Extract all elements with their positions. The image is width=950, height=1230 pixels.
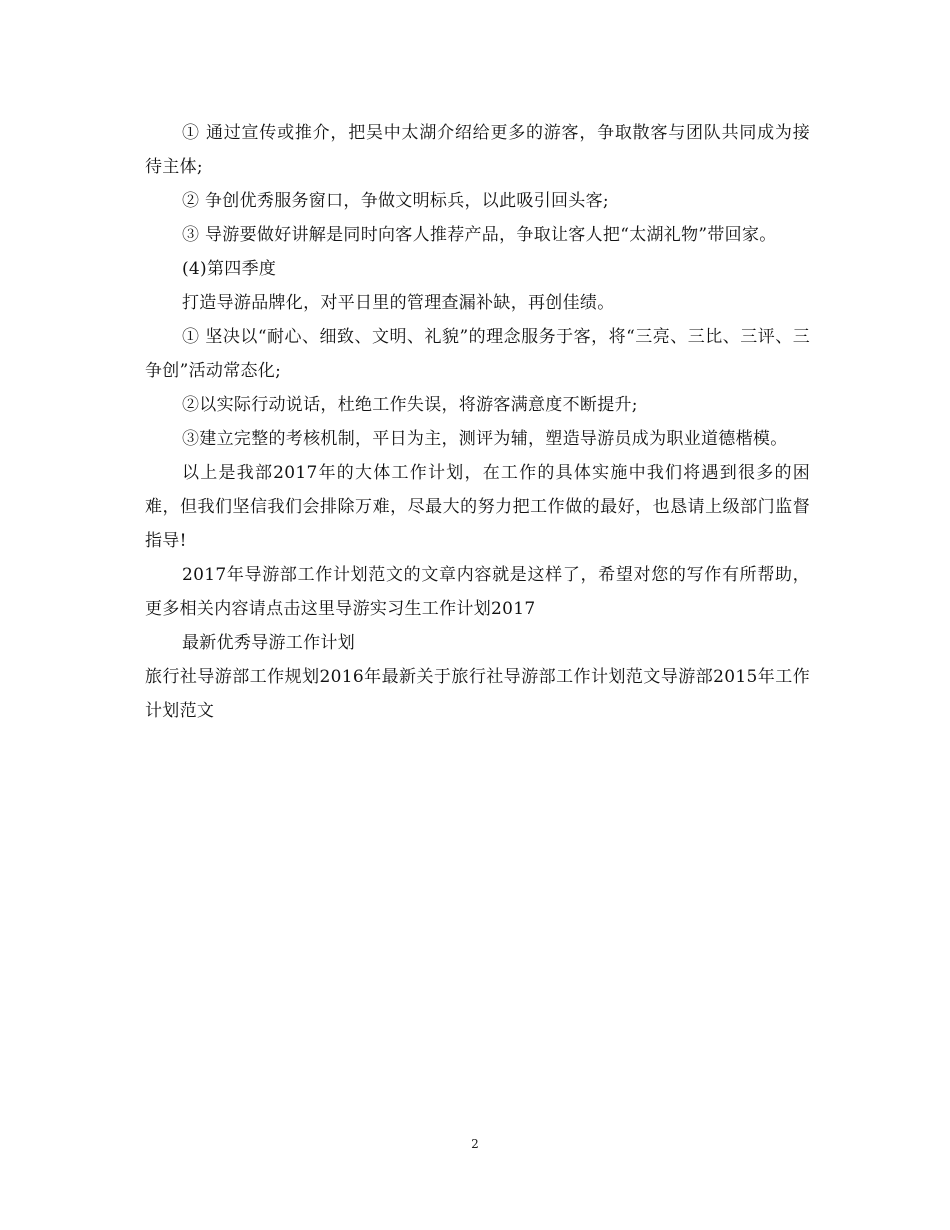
section-heading-q4: (4)第四季度 (182, 259, 277, 279)
related-link-1[interactable]: 最新优秀导游工作计划 (182, 633, 355, 653)
related-link-2[interactable]: 旅行社导游部工作规划2016年最新关于旅行社导游部工作计划范文导游部2015年工作计划范文 (145, 667, 810, 721)
paragraph-1: ① 通过宣传或推介，把吴中太湖介绍给更多的游客，争取散客与团队共同成为接待主体; (145, 123, 810, 177)
paragraph-5: 打造导游品牌化，对平日里的管理查漏补缺，再创佳绩。 (182, 293, 615, 313)
paragraph-7: ②以实际行动说话，杜绝工作失误，将游客满意度不断提升; (182, 395, 638, 415)
paragraph-closing: 2017年导游部工作计划范文的文章内容就是这样了，希望对您的写作有所帮助，更多相关内容请点击这里导游实习生工作计划2017 (145, 565, 810, 619)
paragraph-summary: 以上是我部2017年的大体工作计划，在工作的具体实施中我们将遇到很多的困难，但我们坚信我们会排除万难，尽最大的努力把工作做的最好，也恳请上级部门监督指导! (145, 463, 810, 551)
paragraph-3: ③ 导游要做好讲解是同时向客人推荐产品，争取让客人把“太湖礼物”带回家。 (182, 225, 777, 245)
page-number: 2 (471, 1137, 479, 1151)
paragraph-6: ① 坚决以“耐心、细致、文明、礼貌”的理念服务于客，将“三亮、三比、三评、三争创”活动常态化; (145, 327, 810, 381)
paragraph-8: ③建立完整的考核机制，平日为主，测评为辅，塑造导游员成为职业道德楷模。 (182, 429, 788, 449)
document-body (145, 116, 810, 728)
paragraph-2: ② 争创优秀服务窗口，争做文明标兵，以此吸引回头客; (182, 191, 609, 211)
